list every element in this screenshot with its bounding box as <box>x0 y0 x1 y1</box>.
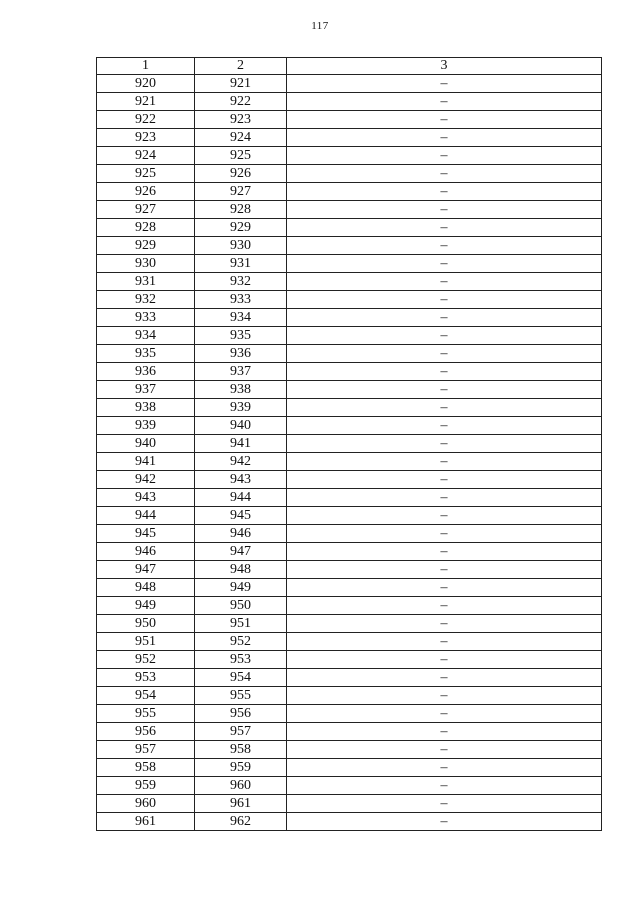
cell-col-2: 951 <box>195 615 287 633</box>
table-row <box>97 147 602 165</box>
cell-col-1: 948 <box>97 579 195 597</box>
cell-col-1: 947 <box>97 561 195 579</box>
table-row <box>97 435 602 453</box>
cell-col-1: 954 <box>97 687 195 705</box>
table-row <box>97 615 602 633</box>
table-row <box>97 345 602 363</box>
cell-col-3: – <box>287 201 602 219</box>
cell-col-1: 931 <box>97 273 195 291</box>
table-row <box>97 687 602 705</box>
cell-col-2: 927 <box>195 183 287 201</box>
cell-col-2: 962 <box>195 813 287 831</box>
cell-col-3: – <box>287 723 602 741</box>
cell-col-3: – <box>287 345 602 363</box>
cell-col-1: 934 <box>97 327 195 345</box>
column-header-2: 2 <box>195 58 287 75</box>
cell-col-2: 925 <box>195 147 287 165</box>
cell-col-2: 958 <box>195 741 287 759</box>
table-row <box>97 363 602 381</box>
cell-col-1: 925 <box>97 165 195 183</box>
table-row <box>97 255 602 273</box>
cell-col-1: 953 <box>97 669 195 687</box>
cell-col-2: 952 <box>195 633 287 651</box>
cell-col-3: – <box>287 417 602 435</box>
cell-col-1: 935 <box>97 345 195 363</box>
cell-col-2: 943 <box>195 471 287 489</box>
table-row <box>97 543 602 561</box>
table-row <box>97 219 602 237</box>
cell-col-3: – <box>287 75 602 93</box>
table-row <box>97 525 602 543</box>
table-row <box>97 579 602 597</box>
cell-col-3: – <box>287 363 602 381</box>
cell-col-3: – <box>287 399 602 417</box>
cell-col-3: – <box>287 543 602 561</box>
cell-col-2: 948 <box>195 561 287 579</box>
cell-col-1: 957 <box>97 741 195 759</box>
cell-col-3: – <box>287 813 602 831</box>
cell-col-3: – <box>287 507 602 525</box>
cell-col-2: 934 <box>195 309 287 327</box>
cell-col-1: 942 <box>97 471 195 489</box>
cell-col-2: 923 <box>195 111 287 129</box>
cell-col-2: 944 <box>195 489 287 507</box>
cell-col-3: – <box>287 93 602 111</box>
cell-col-3: – <box>287 255 602 273</box>
table-row <box>97 507 602 525</box>
table-row <box>97 291 602 309</box>
cell-col-2: 949 <box>195 579 287 597</box>
cell-col-2: 937 <box>195 363 287 381</box>
cell-col-2: 931 <box>195 255 287 273</box>
table-row <box>97 705 602 723</box>
cell-col-3: – <box>287 741 602 759</box>
cell-col-2: 947 <box>195 543 287 561</box>
table-row <box>97 759 602 777</box>
cell-col-3: – <box>287 453 602 471</box>
table-row <box>97 381 602 399</box>
cell-col-1: 945 <box>97 525 195 543</box>
cell-col-2: 935 <box>195 327 287 345</box>
table-row <box>97 777 602 795</box>
cell-col-2: 921 <box>195 75 287 93</box>
cell-col-2: 940 <box>195 417 287 435</box>
cell-col-3: – <box>287 579 602 597</box>
table-row <box>97 201 602 219</box>
cell-col-1: 930 <box>97 255 195 273</box>
cell-col-3: – <box>287 183 602 201</box>
table-row <box>97 489 602 507</box>
cell-col-2: 933 <box>195 291 287 309</box>
cell-col-2: 950 <box>195 597 287 615</box>
cell-col-2: 941 <box>195 435 287 453</box>
cell-col-2: 953 <box>195 651 287 669</box>
cell-col-1: 920 <box>97 75 195 93</box>
table-row <box>97 669 602 687</box>
cell-col-3: – <box>287 111 602 129</box>
cell-col-2: 956 <box>195 705 287 723</box>
cell-col-3: – <box>287 309 602 327</box>
cell-col-1: 958 <box>97 759 195 777</box>
cell-col-1: 921 <box>97 93 195 111</box>
cell-col-1: 924 <box>97 147 195 165</box>
cell-col-2: 926 <box>195 165 287 183</box>
table-row <box>97 723 602 741</box>
cell-col-1: 937 <box>97 381 195 399</box>
cell-col-1: 940 <box>97 435 195 453</box>
cell-col-1: 959 <box>97 777 195 795</box>
cell-col-2: 954 <box>195 669 287 687</box>
table-row <box>97 651 602 669</box>
table-row <box>97 75 602 93</box>
table-row <box>97 471 602 489</box>
table-row <box>97 813 602 831</box>
cell-col-1: 952 <box>97 651 195 669</box>
cell-col-1: 941 <box>97 453 195 471</box>
cell-col-3: – <box>287 561 602 579</box>
cell-col-2: 961 <box>195 795 287 813</box>
cell-col-3: – <box>287 435 602 453</box>
cell-col-1: 936 <box>97 363 195 381</box>
cell-col-1: 960 <box>97 795 195 813</box>
cell-col-3: – <box>287 525 602 543</box>
table-row <box>97 795 602 813</box>
cell-col-1: 922 <box>97 111 195 129</box>
table-row <box>97 741 602 759</box>
cell-col-3: – <box>287 471 602 489</box>
cell-col-3: – <box>287 795 602 813</box>
cell-col-1: 955 <box>97 705 195 723</box>
cell-col-3: – <box>287 597 602 615</box>
table-row <box>97 453 602 471</box>
cell-col-3: – <box>287 489 602 507</box>
cell-col-2: 924 <box>195 129 287 147</box>
cell-col-3: – <box>287 705 602 723</box>
cell-col-3: – <box>287 633 602 651</box>
cell-col-1: 933 <box>97 309 195 327</box>
cell-col-3: – <box>287 669 602 687</box>
table-row <box>97 183 602 201</box>
cell-col-2: 946 <box>195 525 287 543</box>
cell-col-2: 959 <box>195 759 287 777</box>
cell-col-1: 951 <box>97 633 195 651</box>
cell-col-1: 927 <box>97 201 195 219</box>
column-header-1: 1 <box>97 58 195 75</box>
cell-col-3: – <box>287 273 602 291</box>
cell-col-3: – <box>287 129 602 147</box>
cell-col-1: 926 <box>97 183 195 201</box>
data-table-container <box>96 57 601 831</box>
table-row <box>97 273 602 291</box>
table-header-row <box>97 58 602 75</box>
cell-col-1: 950 <box>97 615 195 633</box>
cell-col-3: – <box>287 327 602 345</box>
cell-col-2: 939 <box>195 399 287 417</box>
table-row <box>97 111 602 129</box>
cell-col-1: 938 <box>97 399 195 417</box>
cell-col-3: – <box>287 381 602 399</box>
cell-col-3: – <box>287 651 602 669</box>
cell-col-2: 955 <box>195 687 287 705</box>
table-row <box>97 561 602 579</box>
table-row <box>97 597 602 615</box>
cell-col-2: 942 <box>195 453 287 471</box>
cell-col-3: – <box>287 237 602 255</box>
cell-col-2: 922 <box>195 93 287 111</box>
table-row <box>97 417 602 435</box>
cell-col-3: – <box>287 777 602 795</box>
cell-col-2: 938 <box>195 381 287 399</box>
cell-col-1: 943 <box>97 489 195 507</box>
cell-col-3: – <box>287 687 602 705</box>
cell-col-3: – <box>287 615 602 633</box>
cell-col-1: 939 <box>97 417 195 435</box>
cell-col-1: 944 <box>97 507 195 525</box>
cell-col-2: 936 <box>195 345 287 363</box>
table-row <box>97 93 602 111</box>
cell-col-1: 946 <box>97 543 195 561</box>
cell-col-3: – <box>287 219 602 237</box>
cell-col-1: 949 <box>97 597 195 615</box>
cell-col-1: 961 <box>97 813 195 831</box>
page-number: 117 <box>311 20 329 32</box>
table-body <box>97 75 602 831</box>
cell-col-1: 929 <box>97 237 195 255</box>
cell-col-2: 945 <box>195 507 287 525</box>
cell-col-1: 932 <box>97 291 195 309</box>
table-row <box>97 399 602 417</box>
cell-col-3: – <box>287 147 602 165</box>
cell-col-2: 929 <box>195 219 287 237</box>
cell-col-3: – <box>287 165 602 183</box>
table-row <box>97 309 602 327</box>
cell-col-1: 928 <box>97 219 195 237</box>
table-row <box>97 633 602 651</box>
cell-col-2: 960 <box>195 777 287 795</box>
cell-col-2: 930 <box>195 237 287 255</box>
cell-col-2: 957 <box>195 723 287 741</box>
cell-col-2: 932 <box>195 273 287 291</box>
cell-col-1: 956 <box>97 723 195 741</box>
cell-col-3: – <box>287 291 602 309</box>
cell-col-2: 928 <box>195 201 287 219</box>
table-row <box>97 237 602 255</box>
table-row <box>97 129 602 147</box>
cell-col-1: 923 <box>97 129 195 147</box>
column-header-3: 3 <box>287 58 602 75</box>
table-row <box>97 327 602 345</box>
table-row <box>97 165 602 183</box>
cell-col-3: – <box>287 759 602 777</box>
data-table <box>96 57 602 831</box>
